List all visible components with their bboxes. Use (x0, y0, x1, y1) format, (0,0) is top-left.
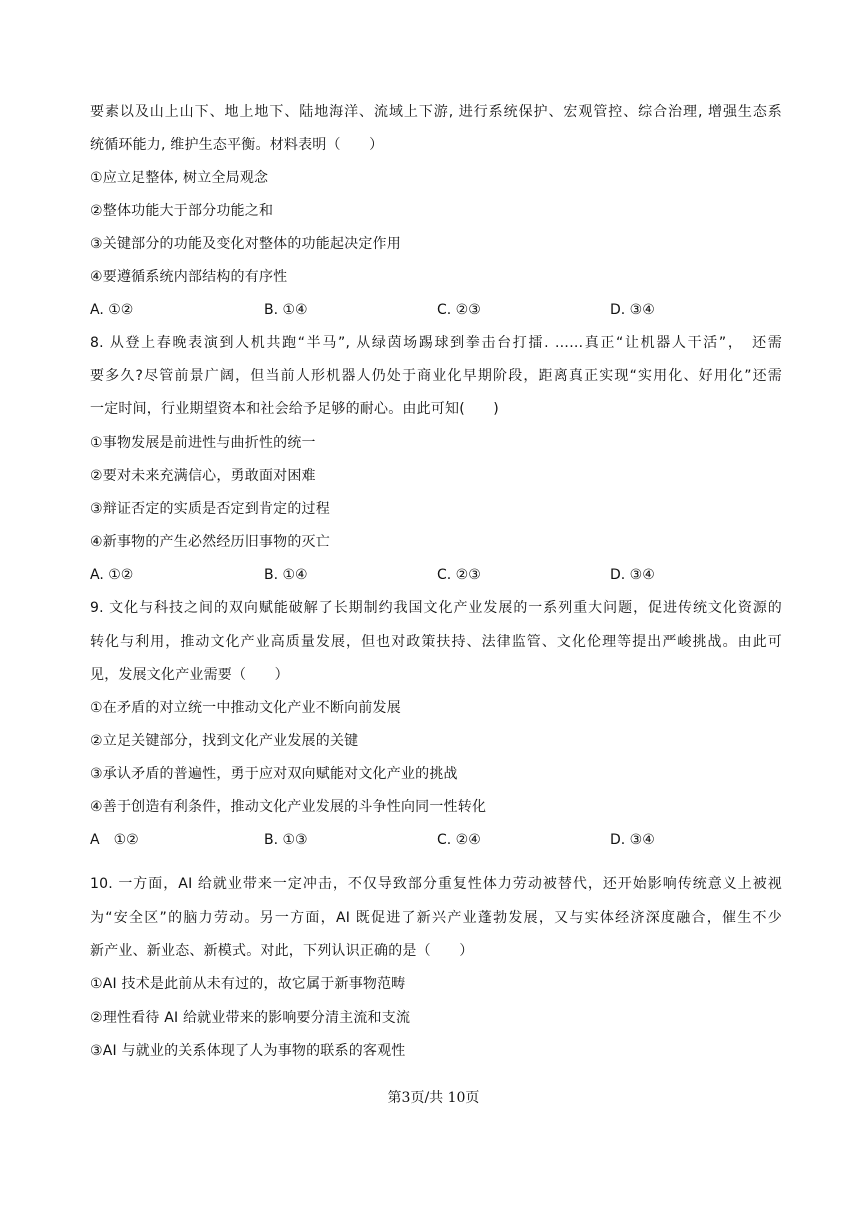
q8-statement-3: ③辩证否定的实质是否定到肯定的过程 (90, 501, 330, 517)
q8-statement-4: ④新事物的产生必然经历旧事物的灭亡 (90, 534, 330, 550)
q8-statement-2: ②要对未来充满信心，勇敢面对困难 (90, 468, 316, 484)
q7-option-c[interactable]: C. ②③ (437, 302, 481, 318)
q8-option-b[interactable]: B. ①④ (264, 567, 308, 583)
q8-option-a[interactable]: A. ①② (90, 567, 134, 583)
q9-statement-3: ③承认矛盾的普遍性，勇于应对双向赋能对文化产业的挑战 (90, 766, 458, 782)
q7-options (90, 300, 790, 320)
q9-option-c[interactable]: C. ②④ (437, 832, 481, 848)
q10-statement-3: ③AI 与就业的关系体现了人为事物的联系的客观性 (90, 1043, 406, 1059)
q8-line-2: 要多久?尽管前景广阔，但当前人形机器人仍处于商业化早期阶段，距离真正实现“实用化、好用化”还需 (90, 368, 782, 384)
q8-statement-1: ①事物发展是前进性与曲折性的统一 (90, 435, 316, 451)
q7-statement-4: ④要遵循系统内部结构的有序性 (90, 269, 288, 285)
q7-statement-3: ③关键部分的功能及变化对整体的功能起决定作用 (90, 236, 401, 252)
q8-line-3: 一定时间，行业期望资本和社会给予足够的耐心。由此可知( ) (90, 401, 499, 417)
q10-statement-1: ①AI 技术是此前从未有过的，故它属于新事物范畴 (90, 976, 406, 992)
q7-option-b[interactable]: B. ①④ (264, 302, 308, 318)
q9-line-1: 9. 文化与科技之间的双向赋能破解了长期制约我国文化产业发展的一系列重大问题，促进传统文化资源的 (90, 600, 782, 616)
q10-line-3: 新产业、新业态、新模式。对此，下列认识正确的是（ ） (90, 943, 474, 959)
q9-statement-1: ①在矛盾的对立统一中推动文化产业不断向前发展 (90, 700, 401, 716)
q9-statement-2: ②立足关键部分，找到文化产业发展的关键 (90, 733, 359, 749)
q8-option-d[interactable]: D. ③④ (610, 567, 655, 583)
q7-statement-2: ②整体功能大于部分功能之和 (90, 203, 274, 219)
q7-line-1: 要素以及山上山下、地上地下、陆地海洋、流域上下游, 进行系统保护、宏观管控、综合治理, 增强生态系 (90, 104, 782, 120)
q9-option-a[interactable]: A ①② (90, 832, 139, 848)
q7-line-2: 统循环能力, 维护生态平衡。材料表明（ ） (90, 137, 384, 153)
q10-statement-2: ②理性看待 AI 给就业带来的影响要分清主流和支流 (90, 1010, 411, 1026)
q9-option-b[interactable]: B. ①③ (264, 832, 308, 848)
q10-line-1: 10. 一方面，AI 给就业带来一定冲击，不仅导致部分重复性体力劳动被替代，还开始影响传统意义上被视 (90, 876, 782, 892)
q7-option-d[interactable]: D. ③④ (610, 302, 655, 318)
q8-options (90, 565, 790, 585)
q7-option-a[interactable]: A. ①② (90, 302, 134, 318)
q7-statement-1: ①应立足整体, 树立全局观念 (90, 170, 269, 186)
q10-line-2: 为“安全区”的脑力劳动。另一方面，AI 既促进了新兴产业蓬勃发展，又与实体经济深度融合，催生不少 (90, 910, 782, 926)
q9-statement-4: ④善于创造有利条件，推动文化产业发展的斗争性向同一性转化 (90, 799, 487, 815)
page-number: 第3页/共 10页 (387, 1090, 480, 1106)
q9-options (90, 830, 790, 850)
q9-option-d[interactable]: D. ③④ (610, 832, 655, 848)
q9-line-3: 见，发展文化产业需要（ ） (90, 667, 289, 683)
q9-line-2: 转化与利用，推动文化产业高质量发展，但也对政策扶持、法律监管、文化伦理等提出严峻挑战。由此可 (90, 634, 782, 650)
q8-option-c[interactable]: C. ②③ (437, 567, 481, 583)
q8-line-1: 8. 从登上春晚表演到人机共跑“半马”, 从绿茵场踢球到拳击台打擂. ……真正“让机器人干活”， 还需 (90, 335, 782, 351)
